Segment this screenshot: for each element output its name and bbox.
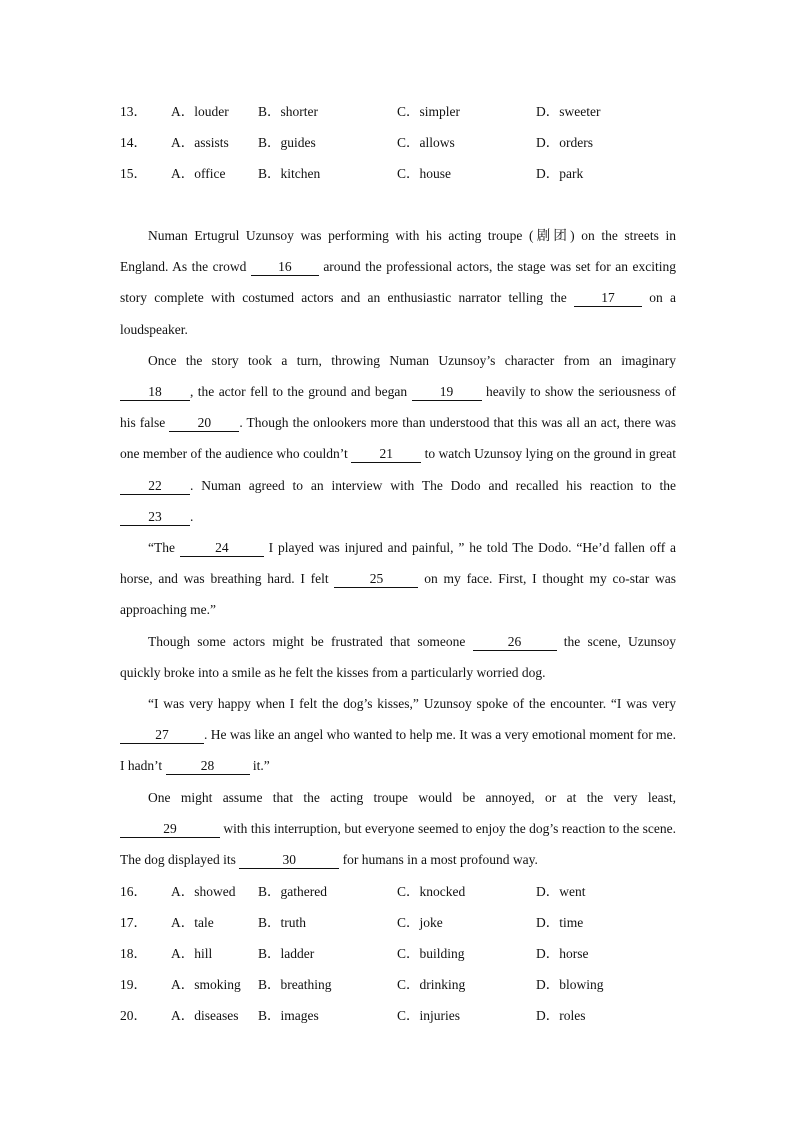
paragraph-4: Though some actors might be frustrated that someone 26 the scene, Uzunsoy quickly broke into a smile as he felt the kisses from a particularly worried dog. <box>120 633 676 680</box>
option-b: B．kitchen <box>258 166 321 181</box>
blank-23: 23 <box>120 509 190 526</box>
option-b: B．images <box>258 1008 319 1023</box>
blank-16: 16 <box>251 259 319 276</box>
paragraph-1: Numan Ertugrul Uzunsoy was performing with his acting troupe (剧团) on the streets in England. As the crowd 16 around the professional actors, the stage was set for an exciting story complete with costumed actors and an enthusiastic narrator telling the 17 on a loudspeaker. <box>120 228 677 337</box>
option-c: C．house <box>397 166 451 181</box>
option-a: A．assists <box>171 135 229 150</box>
option-b: B．truth <box>258 915 307 930</box>
blank-27: 27 <box>120 727 204 744</box>
option-b: B．shorter <box>258 104 318 119</box>
question-number: 13． <box>120 104 147 119</box>
paragraph-6: One might assume that the acting troupe would be annoyed, or at the very least, 29 with this interruption, but everyone seemed to enjoy the dog’s reaction to the scene. The dog displayed its 30 for humans in a most profound way. <box>120 789 676 868</box>
option-c: C．building <box>397 946 465 961</box>
option-d: D．horse <box>536 946 589 961</box>
blank-29: 29 <box>120 821 220 838</box>
blank-24: 24 <box>180 540 264 557</box>
option-b: B．breathing <box>258 977 332 992</box>
blank-17: 17 <box>574 290 642 307</box>
question-number: 19． <box>120 977 147 992</box>
option-d: D．roles <box>536 1008 586 1023</box>
option-c: C．joke <box>397 915 443 930</box>
blank-20: 20 <box>169 415 239 432</box>
option-d: D．orders <box>536 135 593 150</box>
option-d: D．sweeter <box>536 104 601 119</box>
question-number: 18． <box>120 946 147 961</box>
blank-25: 25 <box>334 571 418 588</box>
blank-19: 19 <box>412 384 482 401</box>
option-c: C．injuries <box>397 1008 460 1023</box>
question-number: 16． <box>120 884 147 899</box>
blank-21: 21 <box>351 446 421 463</box>
blank-30: 30 <box>239 852 339 869</box>
option-a: A．office <box>171 166 226 181</box>
option-a: A．diseases <box>171 1008 239 1023</box>
option-c: C．allows <box>397 135 455 150</box>
option-a: A．louder <box>171 104 229 119</box>
option-b: B．gathered <box>258 884 327 899</box>
option-b: B．ladder <box>258 946 315 961</box>
paragraph-5: “I was very happy when I felt the dog’s kisses,” Uzunsoy spoke of the encounter. “I was very 27 . He was like an angel who wanted to help me. It was a very emotional moment for me. I hadn’t 28 it.” <box>120 696 676 774</box>
question-number: 14． <box>120 135 147 150</box>
question-number: 17． <box>120 915 147 930</box>
option-a: A．hill <box>171 946 213 961</box>
cloze-passage <box>120 220 676 875</box>
blank-18: 18 <box>120 384 190 401</box>
blank-28: 28 <box>166 758 250 775</box>
option-b: B．guides <box>258 135 316 150</box>
blank-26: 26 <box>473 634 557 651</box>
paragraph-3: “The 24 I played was injured and painful, ” he told The Dodo. “He’d fallen off a horse, and was breathing hard. I felt 25 on my face. First, I thought my co-star was approaching me.” <box>120 540 677 618</box>
question-number: 20． <box>120 1008 147 1023</box>
option-d: D．park <box>536 166 584 181</box>
option-d: D．went <box>536 884 586 899</box>
option-d: D．time <box>536 915 584 930</box>
option-a: A．showed <box>171 884 236 899</box>
option-d: D．blowing <box>536 977 604 992</box>
option-a: A．smoking <box>171 977 241 992</box>
option-a: A．tale <box>171 915 214 930</box>
option-c: C．drinking <box>397 977 466 992</box>
option-c: C．simpler <box>397 104 460 119</box>
option-c: C．knocked <box>397 884 466 899</box>
question-number: 15． <box>120 166 147 181</box>
blank-22: 22 <box>120 478 190 495</box>
paragraph-2: Once the story took a turn, throwing Numan Uzunsoy’s character from an imaginary 18 , the actor fell to the ground and began 19 heavily to show the seriousness of his false 20 . Though the onlookers more than understood that this was all an act, there was one member of the audience who couldn’t 21 to watch Uzunsoy lying on the ground in great 22 . Numan agreed to an interview with The Dodo and recalled his reaction to the 23 . <box>120 352 676 524</box>
